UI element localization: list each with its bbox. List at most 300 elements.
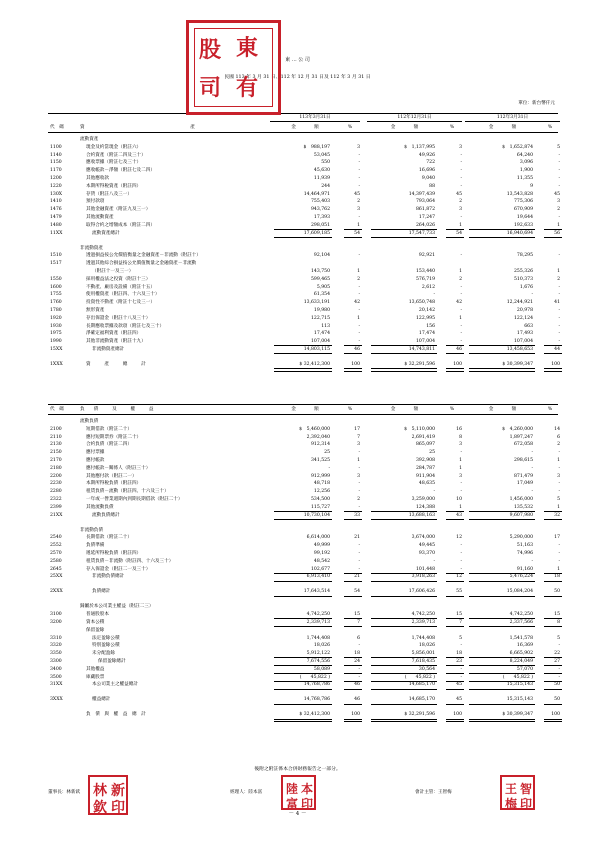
row-code: 1600 [50,284,62,290]
row-pct-2: - [460,643,462,649]
row-pct-2: - [460,558,462,564]
row-pct-3: 100 [551,712,560,718]
row-pct-3: 1 [557,504,560,510]
row-pct-2: - [460,152,462,158]
row-pct-3: 2 [557,207,560,213]
amount-double-underline [274,719,332,723]
row-pct-1: 3 [357,144,360,150]
row-pct-3: 45 [554,191,560,197]
row-pct-1: - [358,339,360,345]
row-label: 非流動負債總計 [92,574,125,580]
row-code: 2540 [50,535,62,541]
row-amount-3: 107,004 [514,339,533,345]
row-amount-1: 115,727 [311,504,330,510]
row-amount-3: 663 [524,323,533,329]
col-period-2: 112年12月31日 [397,115,432,120]
row-code: 3200 [50,620,62,625]
row-amount-3: 1,900 [519,168,533,174]
col-assets: 資 產 [80,125,195,130]
amount-underline [371,519,437,520]
row-amount-2: 14,743,811 [408,347,435,352]
report-dates: 民國 113 年 3 月 31 日、112 年 12 月 31 日及 112 年 3 月 31 日 [224,75,371,80]
amount-underline [274,596,332,597]
row-amount-1: 102,677 [311,566,330,572]
row-code: 31XX [50,682,63,688]
row-amount-2: 48,635 [418,481,435,487]
row-pct-2: - [460,253,462,259]
row-amount-2: 5,856,001 [411,651,435,657]
row-code: 1150 [50,160,62,166]
row-amount-3: 20,978 [516,308,533,313]
pct-underline [344,596,362,597]
row-code: 15XX [50,347,63,352]
row-label: 流動資產 [80,137,99,142]
row-amount-2: 93,370 [418,551,435,556]
row-amount-2: 17,547,733 [408,230,435,236]
row-label: 未分配盈餘 [92,651,115,657]
row-amount-1: 5,912,122 [306,651,330,657]
row-amount-3: $ 30,399,347 [502,362,533,367]
row-amount-3: $ 4,260,000 [502,426,533,432]
row-amount-1: 2,392,040 [306,434,330,440]
row-pct-2: 15 [456,612,462,618]
row-amount-2: 4,742,250 [411,612,435,618]
row-amount-2: $ 5,110,000 [404,426,435,432]
row-code: 1140 [50,152,62,158]
row-amount-1: 599,465 [311,276,330,282]
pct-double-underline [344,368,362,372]
row-pct-2: - [460,551,462,556]
row-label: 非流動資產 [80,245,103,251]
row-amount-2: 30,564 [418,666,435,672]
row-pct-2: 2 [459,199,462,205]
row-code: 1990 [50,339,62,345]
pct-underline [446,689,464,690]
row-amount-3: 15,315,143 [506,697,533,703]
row-amount-1: 4,742,250 [306,612,330,618]
row-amount-2: 17,247 [418,215,435,220]
row-amount-2: 3,259,000 [411,497,435,502]
row-code: 3300 [50,659,62,664]
row-amount-2: 2,612 [421,284,435,290]
row-pct-1: - [358,308,360,313]
pct-underline [344,581,362,582]
pct-underline [344,704,362,705]
row-pct-1: 46 [354,682,360,688]
row-amount-2: 156 [426,323,435,329]
amount-underline [371,704,437,705]
signature-accountant: 會計主管：王智梅 [415,790,452,795]
row-pct-1: 33 [354,512,360,518]
row-pct-3: 5 [557,144,560,150]
row-amount-2: 17,606,426 [408,589,435,595]
row-amount-2: 2,339,713 [411,620,435,625]
row-pct-1: 21 [354,574,360,580]
row-pct-1: 100 [351,712,360,718]
row-pct-3: 41 [554,300,560,306]
row-amount-1: 17,609,185 [303,230,330,236]
row-pct-3: 5 [557,635,560,641]
row-amount-2: 3,918,263 [411,574,435,580]
row-amount-3: $ 1,652,874 [502,144,533,150]
row-amount-3: 672,058 [514,442,533,448]
header-bottom-rule [48,132,558,133]
col-code-liab: 代 碼 [50,407,64,412]
row-pct-3: - [558,551,560,556]
row-amount-1: $ 5,460,000 [299,426,330,432]
row-amount-3: 5,476,224 [509,574,533,580]
row-label: 不動產、廠房及設備（附註十五） [86,284,155,290]
row-label: 短期借款（附註二十） [86,426,132,432]
col-period-3-rule [465,121,560,122]
row-pct-1: - [358,323,360,329]
row-label: 保留盈餘總計 [98,659,126,664]
row-pct-2: - [460,450,462,456]
row-pct-1: - [358,566,360,572]
row-amount-2: 16,696 [418,168,435,174]
row-amount-3: 5,290,000 [509,535,533,541]
row-label: 資 產 總 計 [86,362,146,367]
row-pct-2: 16 [456,426,462,432]
row-amount-2: 88 [429,183,435,189]
row-amount-2: 284,787 [416,465,435,471]
row-code: 11XX [50,230,63,236]
row-label: 遞延所得稅負債（附註四） [86,551,142,556]
row-amount-1: 49,999 [313,543,330,549]
row-code: 2170 [50,458,62,463]
accountant-seal: 王 智 梅 印 [500,775,535,810]
row-label: 本期所得稅負債（附註四） [86,481,142,487]
row-amount-1: 17,474 [313,331,330,337]
row-amount-3: 3,096 [519,160,533,166]
row-pct-3: 2 [557,276,560,282]
row-code: 1920 [50,315,62,321]
row-pct-3: 1 [557,222,560,228]
amount-underline [274,626,332,627]
row-amount-2: 153,440 [416,269,435,274]
liab-top-rule [48,404,558,405]
row-pct-3: 44 [554,347,560,352]
row-label: 負債準備 [86,543,105,549]
row-label: 流動負債總計 [92,512,120,518]
row-amount-2: 124,388 [416,504,435,510]
row-pct-2: 1 [459,315,462,321]
row-pct-3: 8 [557,620,560,625]
row-label: 租賃負債－非流動（附註四、十六及三十） [86,558,174,564]
row-pct-3: - [558,450,560,456]
row-pct-3: - [558,315,560,321]
row-pct-2: 1 [459,465,462,471]
col-amount-3b: 金 額 [488,407,517,412]
row-pct-3: 1 [557,566,560,572]
row-amount-1: 7,674,556 [306,659,330,664]
row-amount-3: 51,163 [516,543,533,549]
row-pct-1: - [358,292,360,298]
row-pct-1: 21 [354,535,360,541]
row-label: 使用權資產（附註四、十六及三十） [86,292,160,298]
row-amount-2: 13,650,748 [408,300,435,306]
row-pct-2: 43 [456,512,462,518]
row-code: 1755 [50,292,62,298]
row-label: 長期應收票據及款項（附註七及三十） [86,323,165,329]
row-pct-2: 12 [456,535,462,541]
row-amount-3: 91,160 [516,566,533,572]
row-amount-3: 13,543,828 [506,191,533,197]
row-pct-1: - [358,489,360,495]
row-pct-1: - [358,666,360,672]
pct-underline [446,581,464,582]
row-pct-2: 2 [459,276,462,282]
row-code: 1510 [50,253,62,259]
row-amount-1: 12,256 [313,489,330,495]
row-amount-3: 19,644 [516,215,533,220]
row-pct-1: - [358,152,360,158]
row-amount-2: 3,674,000 [411,535,435,541]
row-amount-3: 9 [530,183,533,189]
row-label: 透過損益按公允價值衡量之金融資產－非流動（附註十） [86,253,201,259]
row-label: 歸屬於本公司業主權益（附註二三） [80,604,154,610]
company-seal: 股 東 司 有 [186,20,281,115]
row-amount-3: 255,326 [514,269,533,274]
row-amount-2: 2,691,419 [411,434,435,440]
row-pct-1: - [358,558,360,564]
col-amount-3: 金 額 [488,125,517,130]
pct-underline [344,353,362,354]
row-pct-2: 54 [456,230,462,236]
row-pct-3: - [558,558,560,564]
row-pct-1: 46 [354,347,360,352]
row-pct-1: - [358,543,360,549]
pct-underline [544,689,562,690]
pct-underline [544,704,562,705]
row-amount-3: - [531,292,533,298]
row-amount-3: 871,479 [514,473,533,479]
row-label: 其他金融資產（附註九及三一） [86,207,151,213]
row-pct-2: 5 [459,635,462,641]
row-pct-2: 8 [459,434,462,440]
row-label: 預付款項 [86,199,105,205]
row-label: 流動資產總計 [92,230,120,236]
row-pct-1: - [358,551,360,556]
row-pct-1: 15 [354,612,360,618]
amount-underline [371,237,437,238]
row-code: 1220 [50,183,62,189]
pct-underline [344,237,362,238]
row-label: 無形資產 [86,308,105,313]
row-label: 投資性不動產（附註十七及三一） [86,300,155,306]
row-pct-3: - [558,292,560,298]
row-pct-3: - [558,168,560,174]
row-amount-3: 15,315,143 [506,682,533,688]
row-amount-1: 2,339,713 [306,620,330,625]
pct-underline [446,626,464,627]
row-code: 1975 [50,331,62,337]
row-amount-1: 912,999 [311,473,330,479]
amount-underline [274,689,332,690]
row-label: 存入保證金（附註二一及三十） [86,566,151,572]
row-amount-1: 113 [321,323,330,329]
row-label: 特別盈餘公積 [92,643,120,649]
col-period-3: 112年3月31日 [496,115,529,120]
row-code: 1100 [50,144,62,150]
row-pct-2: 23 [456,659,462,664]
row-label: 非流動資產總計 [92,347,125,352]
row-amount-2: 576,719 [416,276,435,282]
row-amount-1: 341,525 [311,458,330,463]
row-amount-2: 17,474 [418,331,435,337]
row-code: 1476 [50,207,62,213]
row-pct-1: 54 [354,589,360,595]
row-amount-3: 670,909 [514,207,533,213]
col-amount-1b: 金 額 [291,407,319,412]
row-pct-3: 3 [557,473,560,479]
pct-underline [344,519,362,520]
row-pct-2: 10 [456,497,462,502]
pct-underline [446,596,464,597]
col-amount-2: 金 額 [390,125,419,130]
row-code: 2100 [50,426,62,432]
row-label: 負 債 與 權 益 總 計 [86,712,146,718]
row-code: 1200 [50,176,62,181]
row-pct-1: 6 [357,635,360,641]
row-amount-1: 6,913,410 [306,574,330,580]
row-amount-1: 18,026 [313,643,330,649]
row-amount-1: - [328,465,330,471]
amount-underline [469,626,535,627]
amount-underline [371,581,437,582]
row-pct-3: - [558,331,560,337]
row-amount-1: 943,762 [311,207,330,213]
row-pct-3: 18 [554,574,560,580]
row-amount-1: $ 32,412,300 [299,362,330,367]
row-pct-3: 27 [554,659,560,664]
liab-header-bottom-rule [48,414,558,415]
row-amount-2: 13,688,163 [408,512,435,518]
row-pct-2: 3 [459,207,462,213]
row-pct-2: - [460,284,462,290]
row-pct-3: 100 [551,362,560,367]
row-amount-1: 25 [324,450,330,456]
row-amount-1: 107,004 [311,339,330,345]
row-label: 保留盈餘 [86,627,105,633]
row-amount-3: 135,532 [514,504,533,510]
row-label: 存貨（附註八及三一） [86,191,132,197]
row-label: 租賃負債－流動（附註四、十六及三十） [86,489,169,495]
row-amount-2: 1,744,408 [411,635,435,641]
row-amount-1: 143,750 [311,269,330,274]
row-pct-2: 46 [456,347,462,352]
row-pct-3: 32 [554,512,560,518]
amount-double-underline [469,719,535,723]
row-pct-1: - [358,215,360,220]
row-pct-2: 45 [456,191,462,197]
row-amount-3: 78,295 [516,253,533,259]
row-pct-2: - [460,674,462,680]
row-amount-3: - [531,465,533,471]
row-label: 取得合約之增額成本（附註二四） [86,222,155,228]
row-label: 其他流動負債 [86,504,114,510]
row-pct-3: 17 [554,535,560,541]
row-amount-1: 14,803,115 [303,347,330,352]
pct-underline [544,581,562,582]
row-amount-1: 48,718 [313,481,330,487]
row-code: 2280 [50,489,62,495]
row-amount-3: ( 45,822 ) [502,674,533,680]
col-period-1-rule [270,121,360,122]
row-pct-3: - [558,339,560,345]
row-pct-1: - [358,168,360,174]
pct-underline [544,353,562,354]
pct-underline [446,237,464,238]
row-amount-1: 61,354 [313,292,330,298]
row-amount-2: 107,004 [416,339,435,345]
row-amount-3: 17,493 [516,331,533,337]
row-label: 應付票據 [86,450,105,456]
row-pct-3: - [558,643,560,649]
row-pct-2: - [460,666,462,672]
pct-underline [446,519,464,520]
col-pct-3: % [547,125,553,130]
row-pct-2: 42 [456,300,462,306]
row-label: 其他流動資產 [86,215,114,220]
amount-underline [371,626,437,627]
row-code: 3350 [50,651,62,657]
row-amount-2: 20,142 [418,308,435,313]
row-label: 淨確定福利資產（附註四） [86,331,142,337]
row-pct-2: 100 [453,712,462,718]
row-label: 資本公積 [86,620,105,625]
row-label: 其他應收款 [86,176,109,181]
row-pct-1: - [358,481,360,487]
row-pct-1: 1 [357,222,360,228]
row-amount-3: 11,355 [516,176,533,181]
row-pct-1: - [358,183,360,189]
row-label: 應付帳款 [86,458,105,463]
row-amount-2: 722 [426,160,435,166]
row-pct-2: 55 [456,589,462,595]
row-amount-3: 16,369 [516,643,533,649]
chairman-seal: 林 新 欽 印 [88,775,128,815]
row-label: 合約資產（附註二四及三十） [86,152,146,158]
row-label: 非流動負債 [80,527,103,533]
row-amount-2: $ 32,291,596 [404,362,435,367]
row-amount-3: 16,940,694 [506,230,533,236]
row-code: 3100 [50,612,62,618]
row-code: 130X [50,191,63,197]
row-code: 2230 [50,481,62,487]
pct-underline [344,689,362,690]
row-amount-3: 17,049 [516,481,533,487]
pct-underline [344,626,362,627]
row-pct-2: - [460,292,462,298]
col-pct-1b: % [347,407,353,412]
row-amount-3: $ 30,399,347 [502,712,533,718]
row-amount-3: - [531,489,533,495]
row-amount-1: 14,464,971 [303,191,330,197]
row-code: 3XXX [50,697,63,703]
row-pct-2: 45 [456,697,462,703]
row-amount-3: 1,541,578 [509,635,533,641]
row-pct-2: - [460,566,462,572]
row-label: 透過其他綜合損益按公允價值衡量之金融資產－非流動 [86,261,197,267]
row-amount-2: - [433,292,435,298]
row-pct-3: 50 [554,697,560,703]
row-code: 1410 [50,199,62,205]
row-pct-1: 1 [357,458,360,463]
row-label: 本期所得稅資產（附註四） [86,183,142,189]
row-label: 長期借款（附註二十） [86,535,132,541]
row-amount-1: 244 [321,183,330,189]
